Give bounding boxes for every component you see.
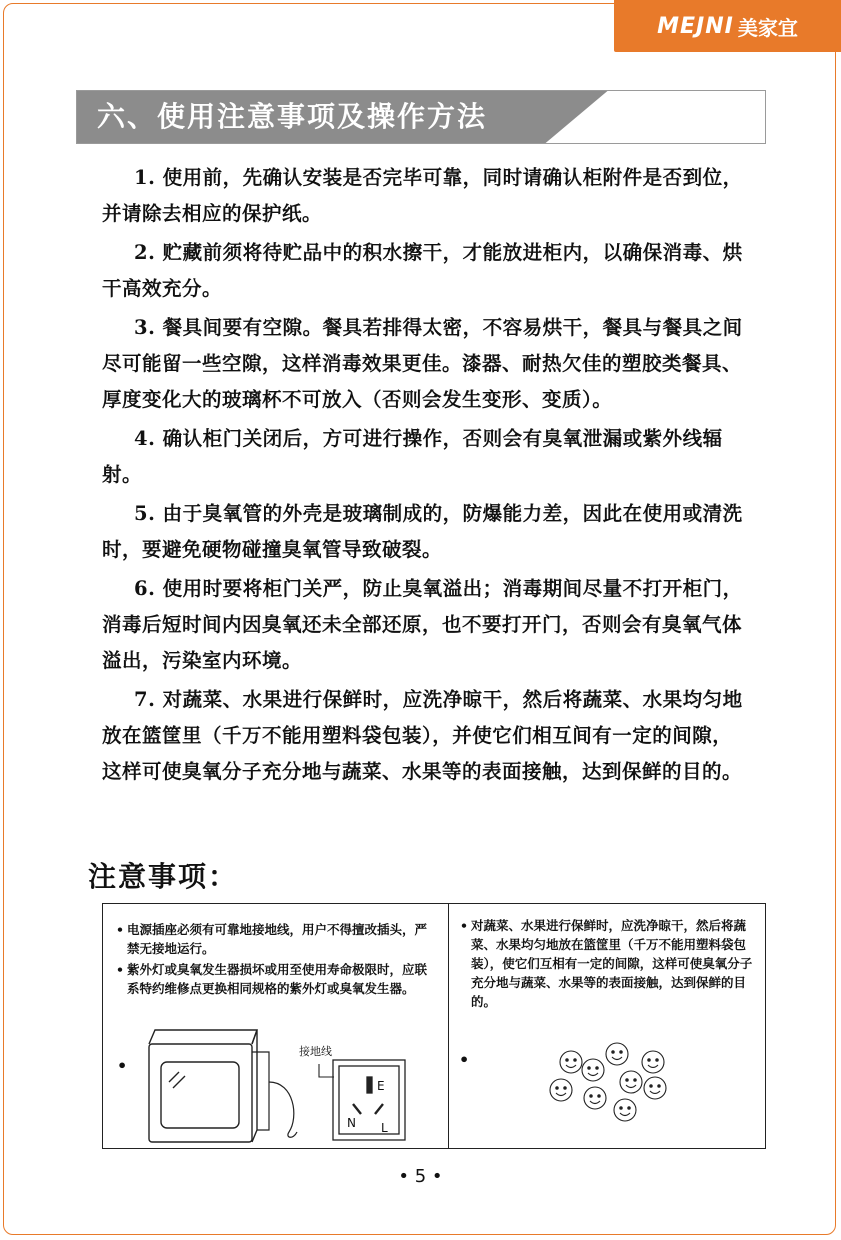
- notice-panel-left: [103, 904, 449, 1148]
- cabinet-icon: [149, 1030, 297, 1142]
- instruction-step: 3. 餐具间要有空隙。餐具若排得太密，不容易烘干，餐具与餐具之间尽可能留一些空隙，这样消毒效果更佳。漆器、耐热欠佳的塑胶类餐具、厚度变化大的玻璃杯不可放入（否则会发生变形、变质）。: [102, 316, 743, 411]
- notice-box: [102, 903, 766, 1149]
- fruit-face-icon: [560, 1051, 582, 1073]
- notice-note-uv-lamp-text: 紫外灯或臭氧发生器损坏或用至使用寿命极限时，应联系特约维修点更换相同规格的紫外灯或臭氧发生器。: [127, 962, 428, 996]
- notice-note-vegetables-text: 对蔬菜、水果进行保鲜时，应洗净晾干，然后将蔬菜、水果均匀地放在篮筐里（千万不能用塑料袋包装），使它们互相有一定的间隙，这样可使臭氧分子充分地与蔬菜、水果等的表面接触，达到保鲜的目的。: [471, 918, 753, 1009]
- fruit-face-icon: [642, 1051, 664, 1073]
- fruit-face-icon: [614, 1099, 636, 1121]
- notice-note-grounding-text: 电源插座必须有可靠地接地线，用户不得擅改插头，严禁无接地运行。: [127, 922, 428, 956]
- cabinet-ground-illustration: [139, 1022, 439, 1147]
- fruit-face-icon: [582, 1059, 604, 1081]
- brand-logo-cn: 美家宜: [737, 15, 798, 40]
- socket-label-e: E: [377, 1079, 385, 1093]
- fruit-face-icon: [606, 1043, 628, 1065]
- notice-panel-right: [449, 904, 765, 1148]
- instruction-step: 5. 由于臭氧管的外壳是玻璃制成的，防爆能力差，因此在使用或清洗时，要避免硬物碰撞臭氧管导致破裂。: [102, 502, 743, 561]
- section-header: [76, 90, 766, 144]
- instruction-list: [102, 160, 752, 793]
- ground-wire-label: 接地线: [299, 1045, 332, 1058]
- notice-title: 注意事项：: [88, 860, 239, 893]
- notice-note-grounding: [116, 920, 439, 958]
- fruit-faces-illustration: [529, 1034, 689, 1124]
- bullet-dot: •: [116, 922, 124, 937]
- socket-icon: [319, 1060, 405, 1140]
- bullet-dot: •: [460, 918, 468, 933]
- fruit-face-icon: [584, 1087, 606, 1109]
- socket-label-l: L: [381, 1121, 388, 1135]
- instruction-step: 2. 贮藏前须将待贮品中的积水擦干，才能放进柜内，以确保消毒、烘干高效充分。: [102, 241, 743, 300]
- instruction-step: 4. 确认柜门关闭后，方可进行操作，否则会有臭氧泄漏或紫外线辐射。: [102, 427, 723, 486]
- fruit-face-icon: [644, 1077, 666, 1099]
- instruction-step: 1. 使用前，先确认安装是否完毕可靠，同时请确认柜附件是否到位，并请除去相应的保护纸。: [102, 166, 743, 225]
- notice-note-vegetables: [460, 916, 761, 1011]
- bullet-dot: •: [117, 1056, 128, 1075]
- bullet-dot: •: [459, 1050, 470, 1069]
- bullet-dot: •: [116, 962, 124, 977]
- instruction-step: 7. 对蔬菜、水果进行保鲜时，应洗净晾干，然后将蔬菜、水果均匀地放在篮筐里（千万不能用塑料袋包装），并使它们相互间有一定的间隙，这样可使臭氧分子充分地与蔬菜、水果等的表面接触，达到保鲜的目的。: [102, 688, 743, 783]
- fruit-face-icon: [620, 1071, 642, 1093]
- fruit-face-icon: [550, 1079, 572, 1101]
- instruction-step: 6. 使用时要将柜门关严，防止臭氧溢出；消毒期间尽量不打开柜门，消毒后短时间内因臭氧还未全部还原，也不要打开门，否则会有臭氧气体溢出，污染室内环境。: [102, 577, 743, 672]
- brand-logo-tab: [614, 0, 841, 52]
- section-title: 六、使用注意事项及操作方法: [97, 100, 488, 133]
- brand-logo-en: MEJNI: [657, 13, 734, 39]
- page-number: • 5 •: [398, 1166, 443, 1187]
- notice-note-uv-lamp: [116, 960, 439, 998]
- socket-label-n: N: [347, 1116, 356, 1130]
